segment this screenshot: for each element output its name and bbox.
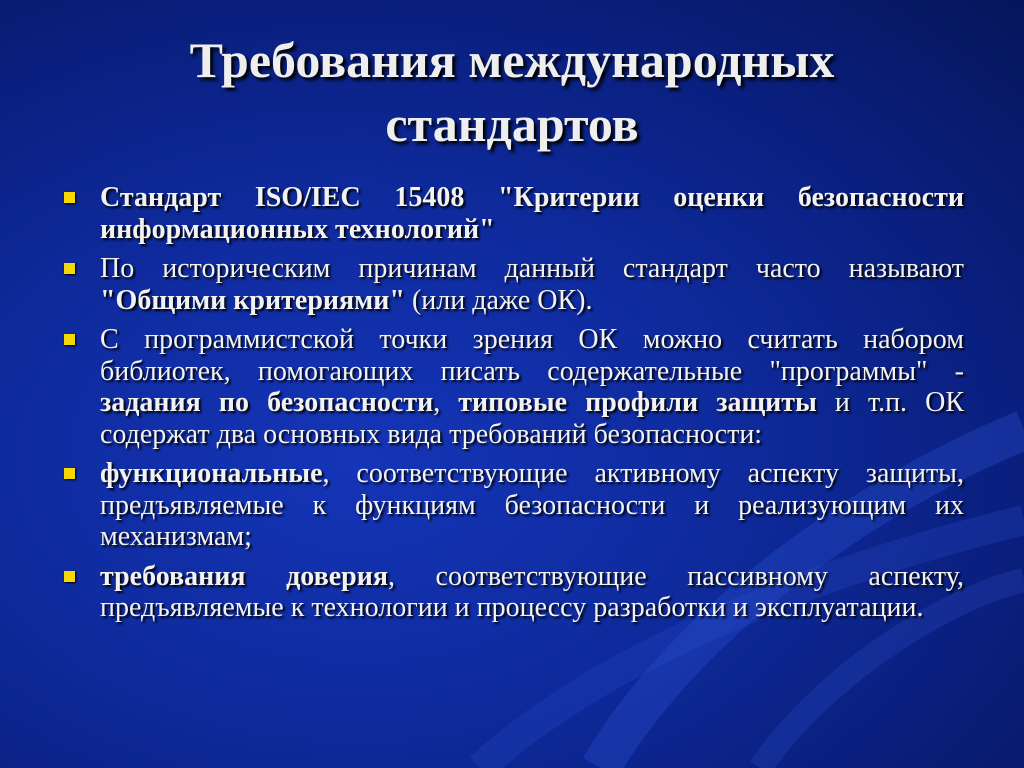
item-bold-text: функциональные [100,458,323,489]
square-bullet-icon [64,571,75,582]
square-bullet-icon [64,468,75,479]
item-bold-text: типовые профили защиты [458,387,817,418]
item-bold-text: "Общими критериями" [100,284,405,316]
slide-title [0,28,1024,156]
item-text: и т.п. ОК содержат два основных вида требований безопасности: [100,387,965,450]
bullet-item-programmer-view [60,324,964,450]
bullet-item-functional [60,458,964,553]
item-text: С программистской точки зрения ОК можно считать набором библиотек, помогающих писать содержательные "программы" - [100,324,964,387]
bullet-item-standard [60,182,964,245]
item-bold-text: задания по безопасности [100,387,434,418]
bullet-item-common-criteria [60,253,964,316]
item-text: По историческим причинам данный стандарт часто называют [100,253,964,284]
item-bold-text: требования доверия [100,560,388,592]
item-text: , [433,387,459,418]
square-bullet-icon [64,192,75,203]
square-bullet-icon [64,334,75,345]
square-bullet-icon [64,263,75,274]
item-text: , соответствующие активному аспекту защиты, предъявляемые к функциям безопасности и реализующим их механизмам; [100,458,964,552]
slide-title-line1: Требования международных [189,32,835,88]
slide-title-line2: стандартов [385,96,639,152]
item-bold-text: Стандарт ISO/IEC 15408 "Критерии оценки безопасности информационных технологий" [100,182,964,245]
bullet-item-assurance [60,561,964,624]
item-text: , соответствующие пассивному аспекту, предъявляемые к технологии и процессу разработки и эксплуатации. [100,560,964,623]
bullet-list [60,182,964,632]
item-text: (или даже ОК). [404,284,593,316]
